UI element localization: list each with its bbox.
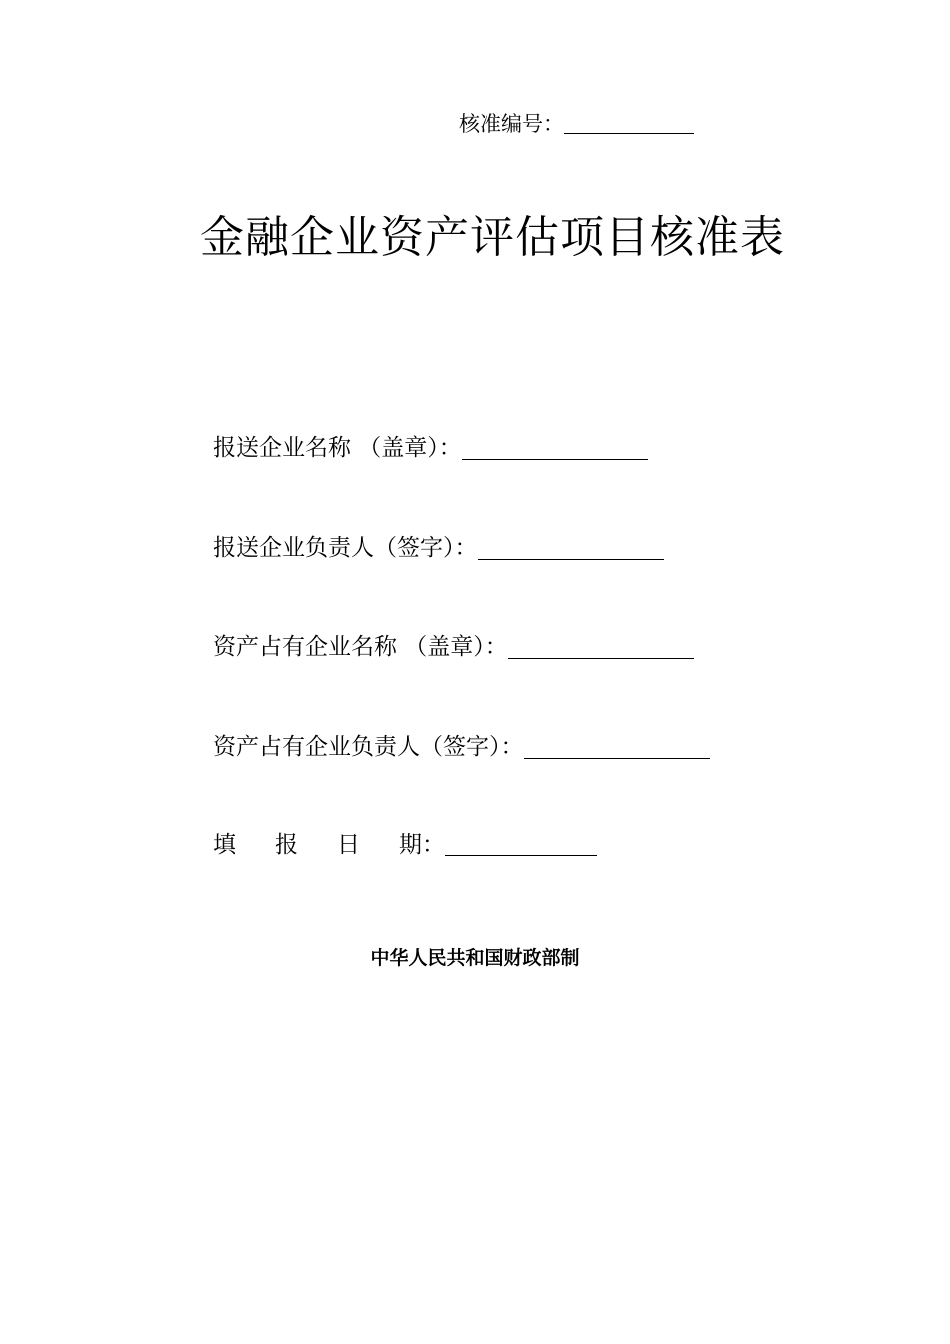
- filing-date-char: 日: [337, 832, 360, 858]
- asset-holder-name-label: 资产占有企业名称 （盖章）：: [213, 634, 508, 660]
- page-title: 金融企业资产评估项目核准表: [200, 212, 785, 263]
- submitting-company-name-row: [213, 433, 648, 463]
- asset-holder-head-row: [213, 732, 710, 762]
- submitting-company-name-blank[interactable]: [462, 435, 648, 460]
- asset-holder-head-blank[interactable]: [524, 734, 710, 759]
- asset-holder-head-label: 资产占有企业负责人（签字）：: [213, 734, 524, 760]
- approval-number-blank[interactable]: [564, 111, 694, 134]
- asset-holder-name-row: [213, 632, 694, 662]
- filing-date-char: 期：: [399, 832, 445, 858]
- approval-number-label: 核准编号：: [459, 112, 564, 136]
- filing-date-char: 填: [213, 832, 236, 858]
- submitting-company-head-label: 报送企业负责人（签字）：: [213, 535, 478, 561]
- approval-number-row: [459, 110, 694, 138]
- asset-holder-name-blank[interactable]: [508, 634, 694, 659]
- submitting-company-head-row: [213, 533, 664, 563]
- issuer-footer: 中华人民共和国财政部制: [370, 947, 580, 969]
- filing-date-char: 报: [275, 832, 298, 858]
- submitting-company-head-blank[interactable]: [478, 535, 664, 560]
- submitting-company-name-label: 报送企业名称 （盖章）：: [213, 435, 462, 461]
- filing-date-blank[interactable]: [445, 833, 597, 856]
- filing-date-row: [213, 830, 597, 860]
